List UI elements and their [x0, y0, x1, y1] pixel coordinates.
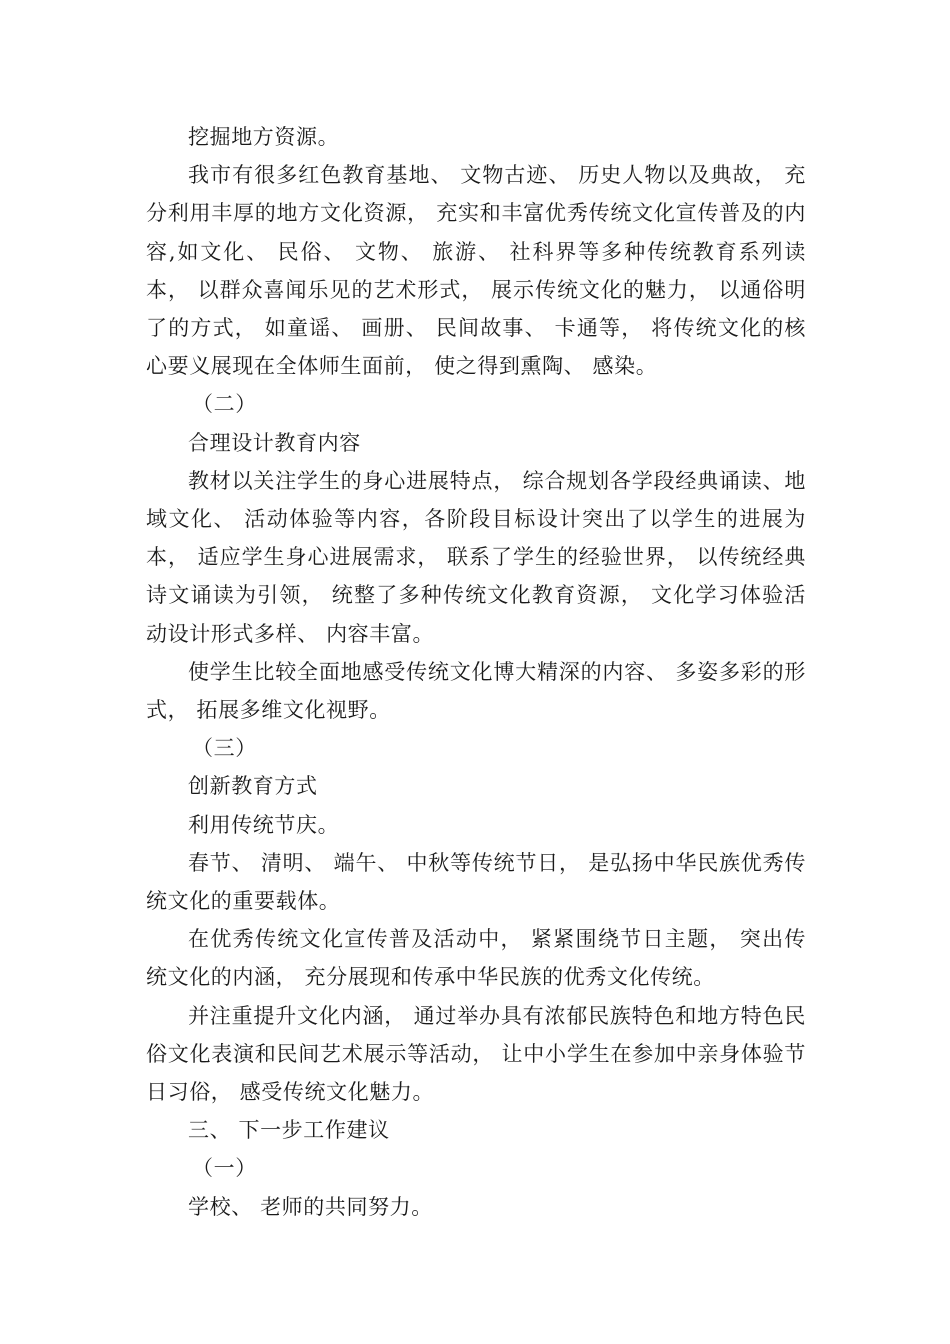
section-heading: 学校、 老师的共同努力。	[188, 1194, 433, 1219]
section-heading: 合理设计教育内容	[188, 430, 361, 455]
document-body	[146, 118, 806, 1226]
section-number: （二）	[192, 392, 257, 417]
body-paragraph: 教材以关注学生的身心进展特点， 综合规划各学段经典诵读、地域文化、 活动体验等内容，各阶段目标设计突出了以学生的进展为本， 适应学生身心进展需求， 联系了学生的经验世界， 以传统经典诗文诵读为引领， 统整了多种传统文化教育资源， 文化学习体验活动设计形式多样、 内容丰富。	[146, 468, 806, 646]
body-paragraph: 在优秀传统文化宣传普及活动中， 紧紧围绕节日主题， 突出传统文化的内涵， 充分展现和传承中华民族的优秀文化传统。	[146, 927, 806, 990]
section-heading: 利用传统节庆。	[188, 812, 340, 837]
body-paragraph: 春节、 清明、 端午、 中秋等传统节日， 是弘扬中华民族优秀传统文化的重要载体。	[146, 850, 806, 914]
body-paragraph: 我市有很多红色教育基地、 文物古迹、 历史人物以及典故， 充分利用丰厚的地方文化资源， 充实和丰富优秀传统文化宣传普及的内容,如文化、 民俗、 文物、 旅游、 社科界等多种传统教育系列读本， 以群众喜闻乐见的艺术形式， 展示传统文化的魅力， 以通俗明了的方式， 如童谣、 画册、 民间故事、 卡通等， 将传统文化的核心要义展现在全体师生面前， 使之得到熏陶、 感染。	[146, 163, 806, 379]
body-paragraph: 使学生比较全面地感受传统文化博大精深的内容、 多姿多彩的形式， 拓展多维文化视野。	[146, 659, 806, 723]
section-number: （一）	[192, 1156, 257, 1181]
section-heading: 三、 下一步工作建议	[188, 1118, 390, 1143]
body-paragraph: 并注重提升文化内涵， 通过举办具有浓郁民族特色和地方特色民俗文化表演和民间艺术展示等活动， 让中小学生在参加中亲身体验节日习俗， 感受传统文化魅力。	[146, 1003, 806, 1105]
section-heading: 创新教育方式	[188, 774, 318, 799]
section-heading: 挖掘地方资源。	[188, 125, 340, 149]
section-number: （三）	[192, 736, 257, 761]
